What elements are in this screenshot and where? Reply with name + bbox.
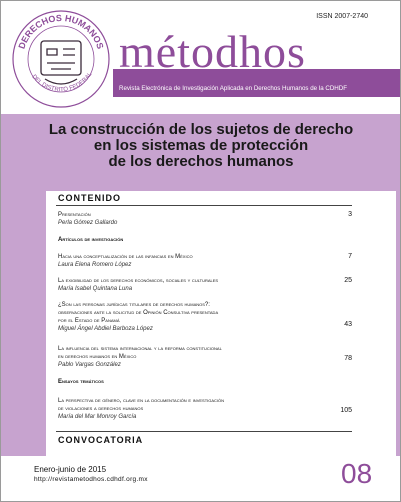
cover-footer xyxy=(1,456,400,501)
toc-entry-article-2[interactable] xyxy=(58,277,308,293)
entry-title-line-1: La perspectiva de género, clave en la documentación e investigación xyxy=(58,398,225,404)
title-line-2: en los sistemas de protección xyxy=(93,137,309,154)
issue-number: 08 xyxy=(341,458,373,489)
entry-page: 43 xyxy=(344,321,352,328)
entry-page: 7 xyxy=(348,253,352,260)
issue-date: Enero-junio de 2015 xyxy=(34,465,107,474)
seal-bottom-text: DEL DISTRITO FEDERAL xyxy=(30,71,94,94)
section-heading-articles: Artículos de investigación xyxy=(58,237,124,243)
toc-entry-essay[interactable] xyxy=(58,397,328,421)
entry-page: 3 xyxy=(348,211,352,218)
entry-title: Hacia una conceptualización de las infancias en México xyxy=(58,254,193,260)
entry-title-line-2: de violaciones a derechos humanos xyxy=(58,406,144,412)
entry-author: Pablo Vargas González xyxy=(58,362,121,368)
entry-author: Miguel Ángel Abdiel Barboza López xyxy=(58,326,153,332)
cdhdf-seal-icon xyxy=(9,7,113,111)
entry-title: La exigibilidad de los derechos económicos, sociales y culturales xyxy=(58,278,219,284)
toc-divider xyxy=(56,431,352,432)
brand-logo xyxy=(119,27,369,77)
title-line-3: de los derechos humanos xyxy=(108,153,294,170)
entry-page: 25 xyxy=(344,277,352,284)
entry-title-line-2: en derechos humanos en México xyxy=(58,354,137,360)
toc-entry-article-3[interactable] xyxy=(58,301,328,333)
convocatoria-link[interactable]: CONVOCATORIA xyxy=(58,435,144,445)
seal-top-text: DERECHOS HUMANOS xyxy=(16,12,106,51)
entry-title-line-1: ¿Son las personas jurídicas titulares de derechos humanos?: xyxy=(58,302,210,308)
entry-author: María del Mar Monroy García xyxy=(58,414,137,420)
entry-author: María Isabel Quintana Luna xyxy=(58,286,133,292)
toc-entry-article-4[interactable] xyxy=(58,345,328,369)
table-of-contents xyxy=(46,191,396,456)
toc-entry-presentation[interactable] xyxy=(58,211,308,227)
cover-header xyxy=(1,1,400,114)
entry-title-line-1: La influencia del sistema internacional y la reforma constitucional xyxy=(58,346,222,352)
toc-divider xyxy=(56,205,352,206)
entry-title-line-3: por el Estado de Panamá xyxy=(58,318,120,324)
entry-author: Perla Gómez Gallardo xyxy=(58,220,118,226)
entry-title-line-2: observaciones ante la solicitud de Opinión Consultiva presentada xyxy=(58,310,219,316)
entry-author: Laura Elena Romero López xyxy=(58,262,132,268)
entry-title: Presentación xyxy=(58,212,91,218)
title-line-1: La construcción de los sujetos de derecho xyxy=(48,121,354,138)
toc-heading: CONTENIDO xyxy=(58,193,121,203)
issn: ISSN 2007-2740 xyxy=(316,13,368,20)
journal-url[interactable]: http://revistametodhos.cdhdf.org.mx xyxy=(34,476,148,483)
entry-page: 78 xyxy=(344,355,352,362)
brand-name: métodhos xyxy=(119,26,306,77)
toc-entry-article-1[interactable] xyxy=(58,253,308,269)
cover-title xyxy=(21,122,381,170)
section-heading-essays: Ensayos temáticos xyxy=(58,379,104,385)
entry-page: 105 xyxy=(340,407,352,414)
tagline: Revista Electrónica de Investigación Aplicada en Derechos Humanos de la CDHDF xyxy=(119,85,348,92)
